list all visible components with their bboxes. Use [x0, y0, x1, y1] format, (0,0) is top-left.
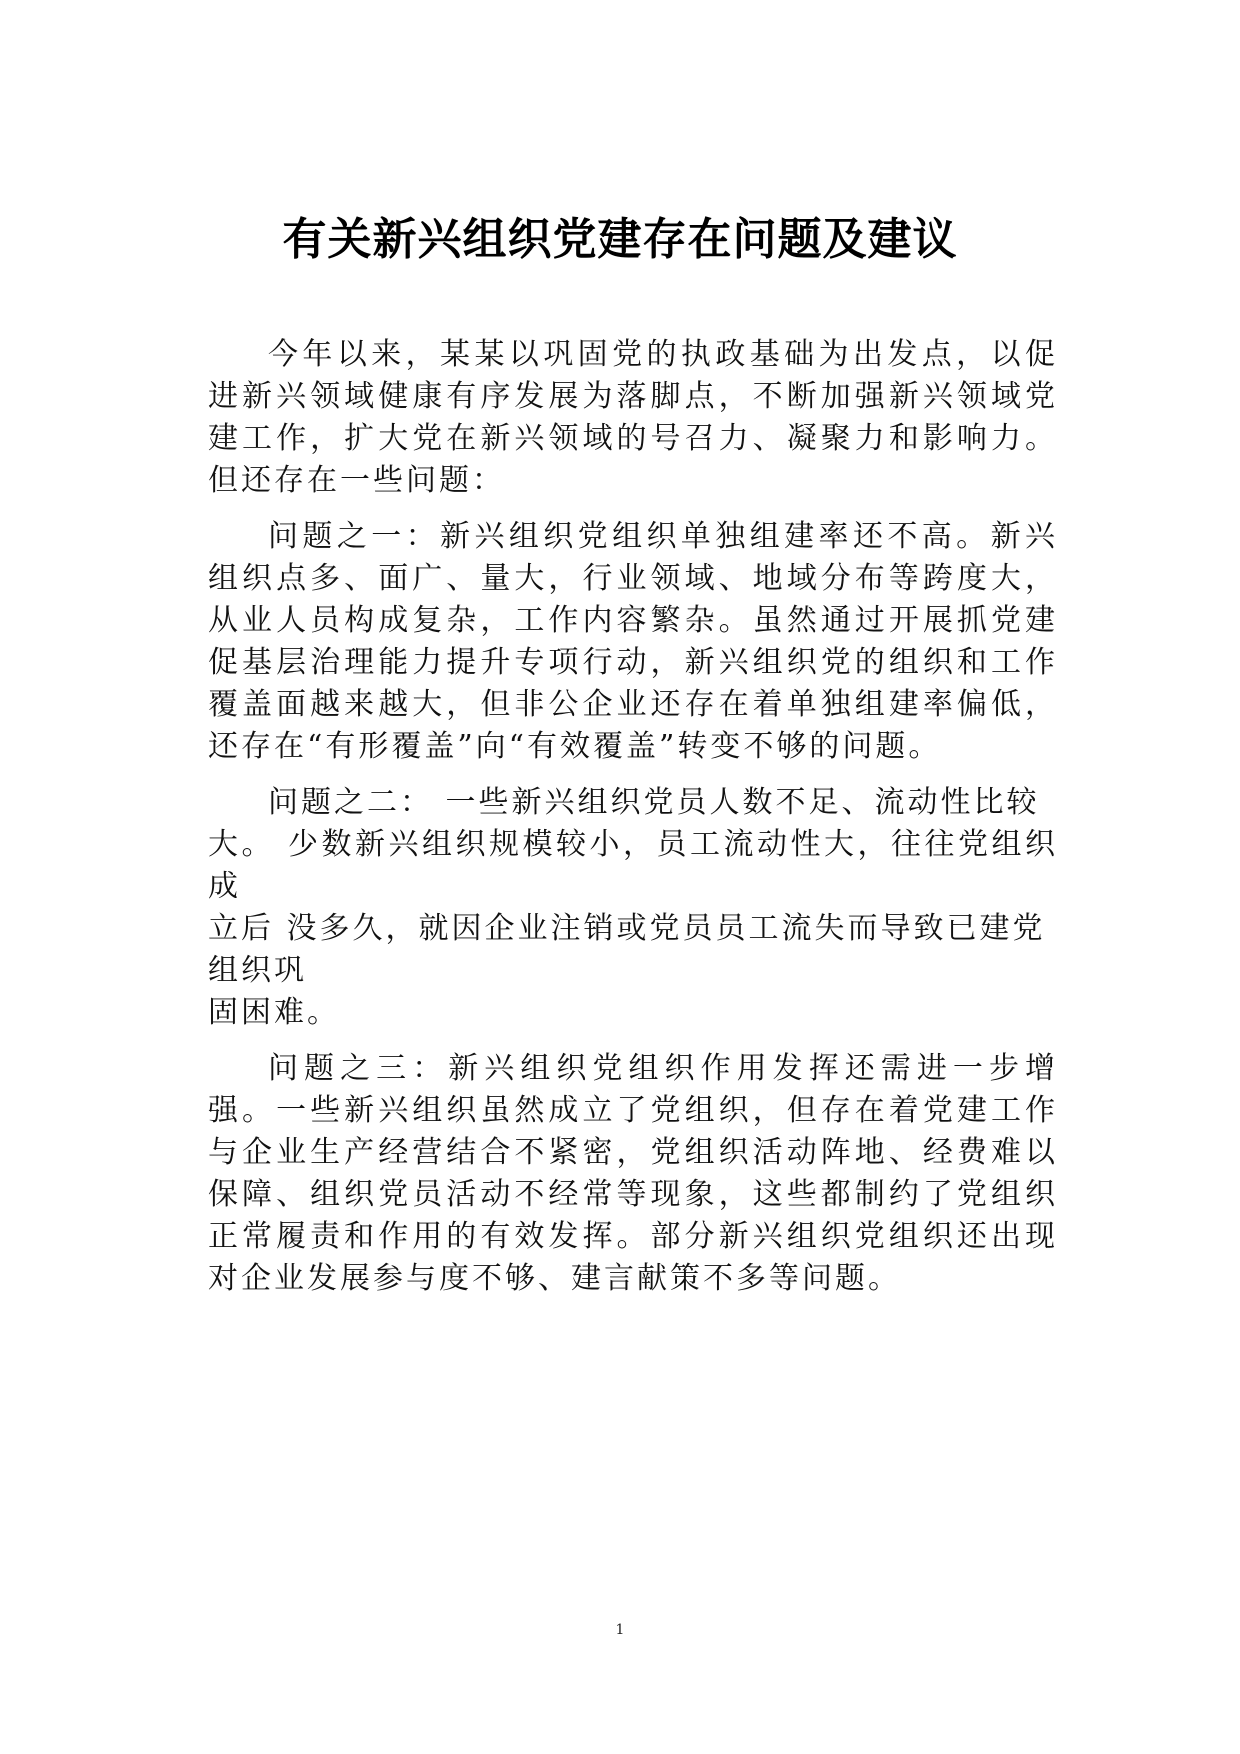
problem-two-line: 组织巩	[208, 953, 307, 988]
page-number: 1	[615, 1622, 625, 1638]
paragraph-problem-two	[208, 782, 1058, 1034]
problem-two-line: 立后 没多久，就因企业注销或党员员工流失而导致已建党	[208, 911, 1046, 946]
paragraph-intro: 今年以来，某某以巩固党的执政基础为出发点，以促进新兴领域健康有序发展为落脚点，不断加强新兴领域党建工作，扩大党在新兴领域的号召力、凝聚力和影响力。但还存在一些问题：	[208, 337, 1058, 498]
problem-two-line: 大。 少数新兴组织规模较小，员工流动性大，往往党组织成	[208, 827, 1058, 904]
paragraph-problem-one: 问题之一：新兴组织党组织单独组建率还不高。新兴组织点多、面广、量大，行业领域、地域分布等跨度大，从业人员构成复杂，工作内容繁杂。虽然通过开展抓党建促基层治理能力提升专项行动，新兴组织党的组织和工作覆盖面越来越大，但非公企业还存在着单独组建率偏低，还存在“有形覆盖”向“有效覆盖”转变不够的问题。	[208, 519, 1058, 764]
problem-two-line: 固困难。	[208, 995, 340, 1030]
paragraph-problem-three: 问题之三：新兴组织党组织作用发挥还需进一步增强。一些新兴组织虽然成立了党组织，但存在着党建工作与企业生产经营结合不紧密，党组织活动阵地、经费难以保障、组织党员活动不经常等现象，这些都制约了党组织正常履责和作用的有效发挥。部分新兴组织党组织还出现对企业发展参与度不够、建言献策不多等问题。	[208, 1051, 1058, 1296]
document-title: 有关新兴组织党建存在问题及建议	[282, 214, 958, 265]
problem-two-line: 问题之二： 一些新兴组织党员人数不足、流动性比较	[268, 785, 1040, 820]
document-body	[208, 334, 1058, 1314]
